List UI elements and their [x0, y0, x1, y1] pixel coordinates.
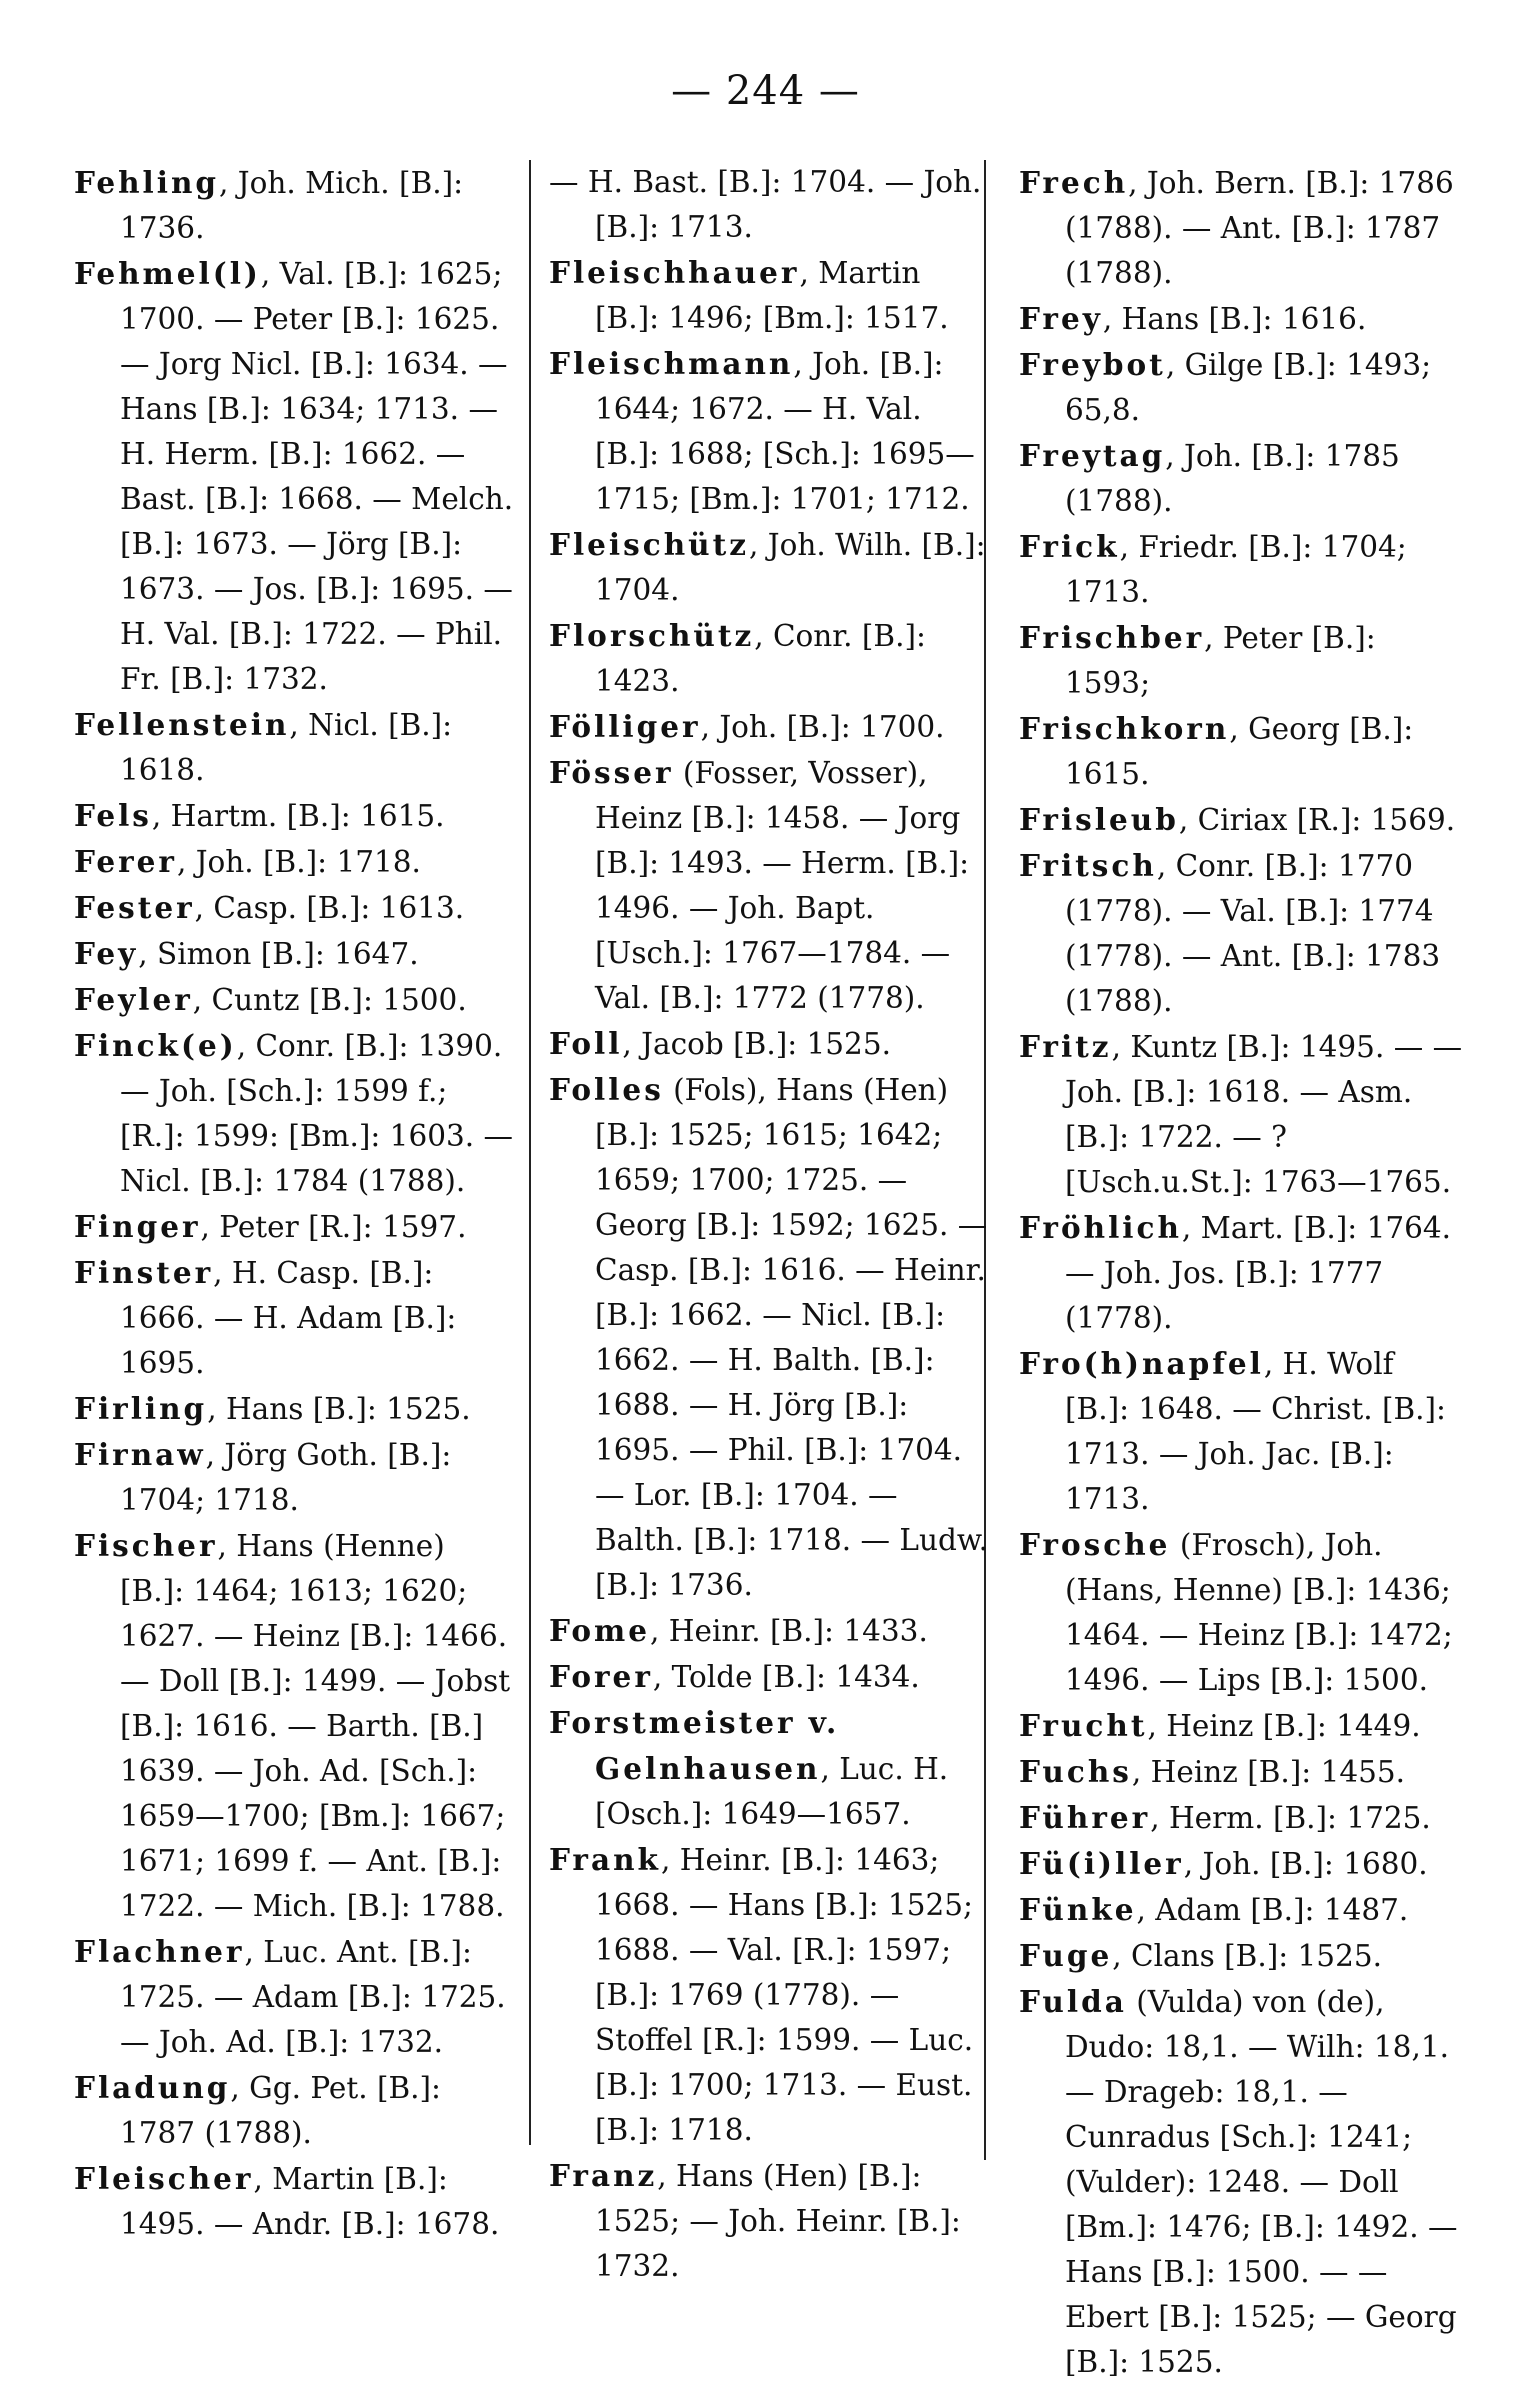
register-entry	[1019, 1933, 1464, 1979]
register-entry	[549, 1700, 989, 1837]
entry-text: , Simon [B.]: 1647.	[138, 937, 419, 971]
entry-text: , Heinr. [B.]: 1433.	[650, 1614, 928, 1648]
entry-text: , Joh. Mich. [B.]: 1736.	[120, 166, 464, 245]
entry-text: , Ciriax [R.]: 1569.	[1178, 803, 1456, 837]
entry-text: , Luc. H. [Osch.]: 1649—1657.	[595, 1752, 949, 1831]
entry-text: , Gilge [B.]: 1493; 65,8.	[1065, 348, 1432, 427]
entry-text: , Conr. [B.]: 1770 (1778). — Val. [B.]: 1774 (1778). — Ant. [B.]: 1783 (1788).	[1065, 849, 1441, 1018]
entry-surname: Fulda	[1019, 1984, 1127, 2019]
register-entry	[74, 160, 514, 251]
register-entry	[74, 251, 514, 702]
register-entry	[1019, 1887, 1464, 1933]
entry-surname: Fritz	[1019, 1029, 1112, 1064]
entry-text: , Hans (Henne) [B.]: 1464; 1613; 1620; 1627. — Heinz [B.]: 1466. — Doll [B.]: 1499. — Jobst [B.]: 1616. — Barth. [B.] 1639. — Joh. Ad. [Sch.]: 1659—1700; [Bm.]: 1667; 1671; 1699 f. — Ant. [B.]: 1722. — Mich. [B.]: 1788.	[120, 1529, 511, 1923]
register-entry	[549, 160, 989, 250]
entry-text: (Fosser, Vosser), Heinz [B.]: 1458. — Jorg [B.]: 1493. — Herm. [B.]: 1496. — Joh. Bapt. [Usch.]: 1767—1784. — Val. [B.]: 1772 (1778).	[595, 756, 970, 1015]
register-entry	[1019, 1841, 1464, 1887]
entry-text: , Heinz [B.]: 1449.	[1147, 1709, 1421, 1743]
entry-surname: Frech	[1019, 165, 1129, 200]
entry-surname: Frucht	[1019, 1708, 1148, 1743]
entry-surname: Fellenstein	[74, 707, 290, 742]
register-entry	[549, 1608, 989, 1654]
register-entry	[549, 2153, 989, 2289]
register-entry	[549, 1837, 989, 2153]
entry-surname: Firling	[74, 1391, 208, 1426]
entry-text: , Peter [B.]: 1593;	[1065, 621, 1376, 700]
entry-surname: Fleischer	[74, 2161, 254, 2196]
entry-surname: Fleischmann	[549, 346, 794, 381]
register-columns	[74, 160, 1464, 2379]
entry-text: , Joh. Bern. [B.]: 1786 (1788). — Ant. [B.]: 1787 (1788).	[1065, 166, 1454, 290]
entry-surname: Ferer	[74, 844, 177, 879]
entry-surname: Folles	[549, 1072, 664, 1107]
register-entry	[74, 931, 514, 977]
entry-surname: Frisleub	[1019, 802, 1179, 837]
entry-surname: Frey	[1019, 301, 1103, 336]
entry-surname: Fleischhauer	[549, 255, 800, 290]
entry-text: , Luc. Ant. [B.]: 1725. — Adam [B.]: 1725. — Joh. Ad. [B.]: 1732.	[120, 1935, 506, 2059]
entry-surname: Fels	[74, 798, 152, 833]
register-entry	[74, 885, 514, 931]
register-entry	[549, 704, 989, 750]
entry-surname: Fölliger	[549, 709, 701, 744]
entry-surname: Fuge	[1019, 1938, 1113, 1973]
entry-surname: Forstmeister v. Gelnhausen	[549, 1705, 840, 1786]
entry-text: , Hans [B.]: 1525.	[207, 1392, 471, 1426]
entry-text: , H. Casp. [B.]: 1666. — H. Adam [B.]: 1695.	[120, 1256, 457, 1380]
entry-surname: Freybot	[1019, 347, 1166, 382]
entry-surname: Fuchs	[1019, 1754, 1132, 1789]
entry-text: , Clans [B.]: 1525.	[1112, 1939, 1382, 1973]
entry-surname: Feyler	[74, 982, 193, 1017]
entry-text: , Joh. [B.]: 1718.	[176, 845, 421, 879]
register-entry	[1019, 1522, 1464, 1703]
entry-text: , Cuntz [B.]: 1500.	[192, 983, 467, 1017]
entry-text: — H. Bast. [B.]: 1704. — Joh. [B.]: 1713.	[549, 165, 982, 244]
entry-text: , Joh. [B.]: 1700.	[700, 710, 945, 744]
entry-text: , Heinz [B.]: 1455.	[1131, 1755, 1406, 1789]
entry-surname: Firnaw	[74, 1437, 206, 1472]
entry-surname: Foll	[549, 1026, 623, 1061]
entry-text: , Joh. [B.]: 1785 (1788).	[1065, 439, 1400, 518]
entry-surname: Fünke	[1019, 1892, 1137, 1927]
entry-text: , Martin [B.]: 1496; [Bm.]: 1517.	[595, 256, 949, 335]
entry-surname: Fey	[74, 936, 139, 971]
entry-text: , Gg. Pet. [B.]: 1787 (1788).	[120, 2071, 441, 2150]
column-divider	[529, 160, 531, 2145]
register-entry	[1019, 615, 1464, 706]
entry-text: (Fols), Hans (Hen) [B.]: 1525; 1615; 1642; 1659; 1700; 1725. — Georg [B.]: 1592; 1625. — Casp. [B.]: 1616. — Heinr. [B.]: 1662. — Nicl. [B.]: 1662. — H. Balth. [B.]: 1688. — H. Jörg [B.]: 1695. — Phil. [B.]: 1704. — Lor. [B.]: 1704. — Balth. [B.]: 1718. — Ludw. [B.]: 1736.	[595, 1073, 989, 1602]
register-entry	[74, 1204, 514, 1250]
register-entry	[1019, 1703, 1464, 1749]
entry-text: (Frosch), Joh. (Hans, Henne) [B.]: 1436; 1464. — Heinz [B.]: 1472; 1496. — Lips [B.]: 1500.	[1065, 1528, 1453, 1697]
entry-text: , Hans [B.]: 1616.	[1102, 302, 1367, 336]
entry-text: , Mart. [B.]: 1764. — Joh. Jos. [B.]: 1777 (1778).	[1065, 1211, 1452, 1335]
entry-text: , Val. [B.]: 1625; 1700. — Peter [B.]: 1625. — Jorg Nicl. [B.]: 1634. — Hans [B.]: 1634; 1713. — H. Herm. [B.]: 1662. — Bast. [B.]: 1668. — Melch. [B.]: 1673. — Jörg [B.]: 1673. — Jos. [B.]: 1695. — H. Val. [B.]: 1722. — Phil. Fr. [B.]: 1732.	[120, 257, 514, 696]
entry-text: , Georg [B.]: 1615.	[1065, 712, 1414, 791]
entry-text: , Hans (Hen) [B.]: 1525; — Joh. Heinr. [B.]: 1732.	[595, 2159, 961, 2283]
entry-surname: Florschütz	[549, 618, 755, 653]
register-entry	[1019, 160, 1464, 296]
entry-surname: Frischkorn	[1019, 711, 1230, 746]
register-entry	[549, 341, 989, 522]
entry-text: (Vulda) von (de), Dudo: 18,1. — Wilh: 18,1. — Drageb: 18,1. — Cunradus [Sch.]: 1241; (Vulder): 1248. — Doll [Bm.]: 1476; [B.]: 1492. — Hans [B.]: 1500. — — Ebert [B.]: 1525; — Georg [B.]: 1525.	[1065, 1985, 1458, 2379]
register-entry	[1019, 1795, 1464, 1841]
register-entry	[74, 702, 514, 793]
register-entry	[549, 613, 989, 704]
register-entry	[1019, 433, 1464, 524]
register-entry	[74, 2065, 514, 2156]
column-middle	[549, 160, 989, 2289]
entry-text: , Conr. [B.]: 1390. — Joh. [Sch.]: 1599 f.; [R.]: 1599: [Bm.]: 1603. — Nicl. [B.]: 1784 (1788).	[120, 1029, 514, 1198]
register-entry	[1019, 843, 1464, 1024]
register-entry	[549, 1067, 989, 1608]
entry-surname: Franz	[549, 2158, 658, 2193]
entry-text: , Heinr. [B.]: 1463; 1668. — Hans [B.]: 1525; 1688. — Val. [R.]: 1597; [B.]: 1769 (1778). — Stoffel [R.]: 1599. — Luc. [B.]: 1700; 1713. — Eust. [B.]: 1718.	[595, 1843, 974, 2147]
entry-text: , Martin [B.]: 1495. — Andr. [B.]: 1678.	[120, 2162, 500, 2241]
register-entry	[549, 1654, 989, 1700]
register-entry	[74, 1250, 514, 1386]
register-entry	[74, 1523, 514, 1929]
register-entry	[74, 839, 514, 885]
entry-surname: Fü(i)ller	[1019, 1846, 1184, 1881]
register-entry	[549, 750, 989, 1021]
entry-surname: Fester	[74, 890, 195, 925]
entry-text: , Joh. Wilh. [B.]: 1704.	[595, 528, 986, 607]
register-entry	[549, 250, 989, 341]
column-left	[74, 160, 514, 2247]
entry-text: , Nicl. [B.]: 1618.	[120, 708, 453, 787]
entry-surname: Fröhlich	[1019, 1210, 1182, 1245]
entry-surname: Fladung	[74, 2070, 231, 2105]
entry-text: , Jörg Goth. [B.]: 1704; 1718.	[120, 1438, 452, 1517]
entry-surname: Führer	[1019, 1800, 1151, 1835]
register-entry	[74, 1432, 514, 1523]
entry-surname: Finck(e)	[74, 1028, 237, 1063]
entry-surname: Fehmel(l)	[74, 256, 261, 291]
entry-text: , H. Wolf [B.]: 1648. — Christ. [B.]: 1713. — Joh. Jac. [B.]: 1713.	[1065, 1347, 1446, 1516]
register-entry	[549, 522, 989, 613]
entry-text: , Herm. [B.]: 1725.	[1150, 1801, 1431, 1835]
register-entry	[549, 1021, 989, 1067]
entry-text: , Joh. [B.]: 1644; 1672. — H. Val. [B.]: 1688; [Sch.]: 1695—1715; [Bm.]: 1701; 1712.	[595, 347, 975, 516]
register-entry	[1019, 797, 1464, 843]
entry-text: , Peter [R.]: 1597.	[200, 1210, 467, 1244]
entry-text: , Jacob [B.]: 1525.	[622, 1027, 891, 1061]
entry-surname: Fehling	[74, 165, 220, 200]
entry-text: , Joh. [B.]: 1680.	[1183, 1847, 1428, 1881]
column-right	[1019, 160, 1464, 2385]
register-entry	[1019, 1341, 1464, 1522]
entry-text: , Hartm. [B.]: 1615.	[151, 799, 445, 833]
entry-text: , Kuntz [B.]: 1495. — — Joh. [B.]: 1618. — Asm. [B.]: 1722. — ? [Usch.u.St.]: 1763—1765.	[1065, 1030, 1463, 1199]
register-entry	[74, 977, 514, 1023]
entry-text: , Casp. [B.]: 1613.	[194, 891, 465, 925]
register-entry	[74, 793, 514, 839]
register-entry	[1019, 706, 1464, 797]
register-entry	[1019, 296, 1464, 342]
register-entry	[1019, 1024, 1464, 1205]
entry-surname: Frank	[549, 1842, 661, 1877]
entry-surname: Fritsch	[1019, 848, 1157, 883]
entry-surname: Frick	[1019, 529, 1120, 564]
entry-surname: Fösser	[549, 755, 674, 790]
entry-text: , Friedr. [B.]: 1704; 1713.	[1065, 530, 1407, 609]
register-entry	[74, 1929, 514, 2065]
entry-surname: Freytag	[1019, 438, 1166, 473]
register-entry	[1019, 524, 1464, 615]
entry-text: , Adam [B.]: 1487.	[1136, 1893, 1409, 1927]
register-entry	[1019, 1979, 1464, 2385]
page-number: — 244 —	[671, 68, 860, 114]
register-entry	[74, 1023, 514, 1204]
register-entry	[1019, 342, 1464, 433]
entry-surname: Fro(h)napfel	[1019, 1346, 1264, 1381]
entry-text: , Tolde [B.]: 1434.	[652, 1660, 920, 1694]
register-entry	[74, 2156, 514, 2247]
entry-surname: Frosche	[1019, 1527, 1171, 1562]
entry-text: , Conr. [B.]: 1423.	[595, 619, 926, 698]
entry-surname: Fome	[549, 1613, 650, 1648]
entry-surname: Finster	[74, 1255, 214, 1290]
entry-surname: Flachner	[74, 1934, 245, 1969]
register-entry	[1019, 1205, 1464, 1341]
entry-surname: Frischber	[1019, 620, 1205, 655]
register-entry	[74, 1386, 514, 1432]
entry-surname: Finger	[74, 1209, 201, 1244]
entry-surname: Fischer	[74, 1528, 218, 1563]
entry-surname: Forer	[549, 1659, 653, 1694]
entry-surname: Fleischütz	[549, 527, 749, 562]
register-entry	[1019, 1749, 1464, 1795]
